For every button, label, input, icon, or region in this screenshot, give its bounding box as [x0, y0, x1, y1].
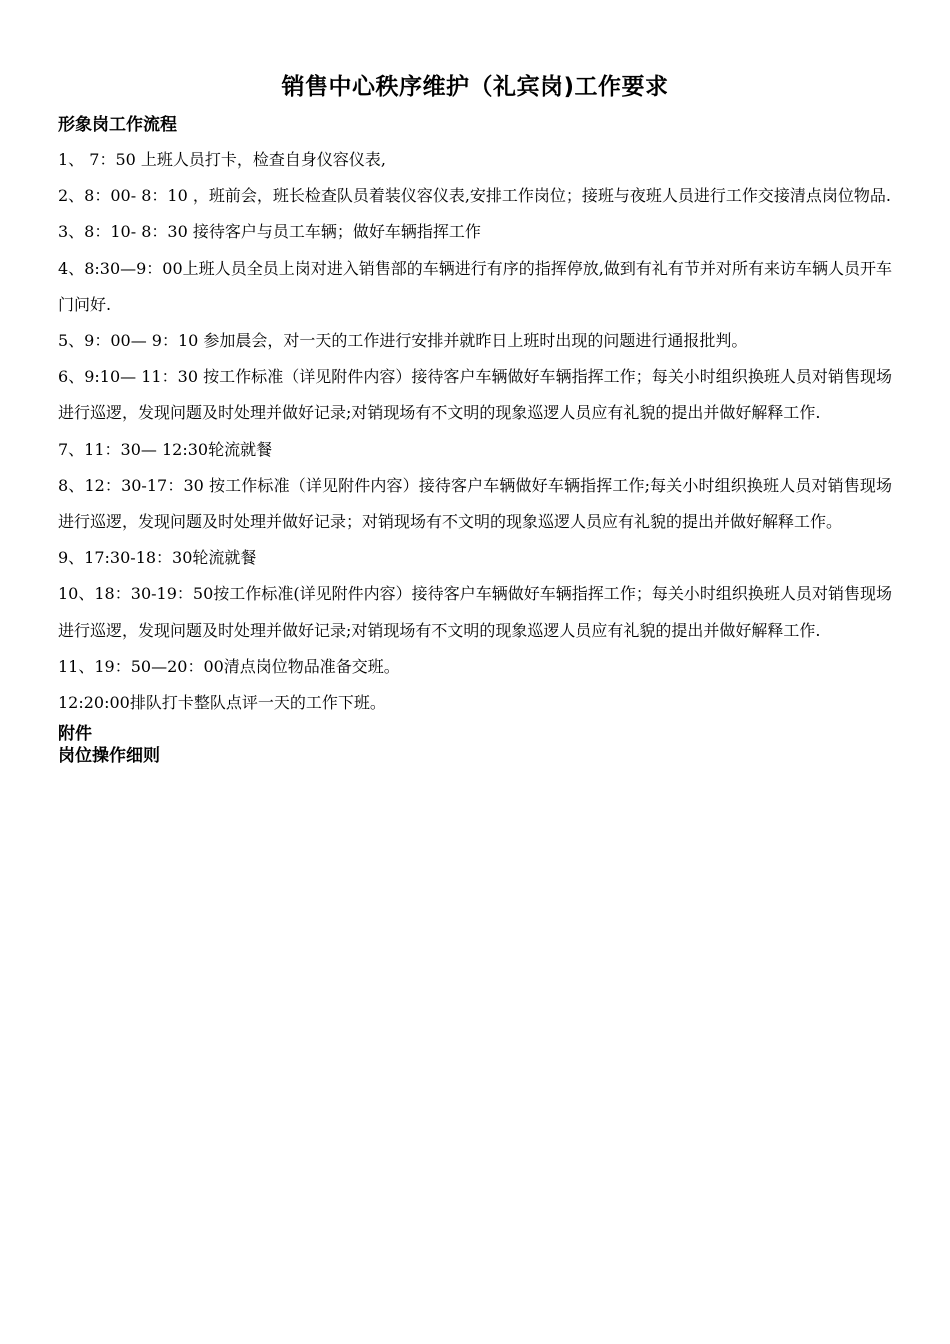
step-list: [58, 142, 892, 721]
step-item: 4、8:30—9：00上班人员全员上岗对进入销售部的车辆进行有序的指挥停放,做到有礼有节并对所有来访车辆人员开车门问好.: [58, 258, 892, 314]
step-item: 5、9：00— 9：10 参加晨会，对一天的工作进行安排并就昨日上班时出现的问题进行通报批判。: [58, 331, 748, 351]
appendix-label: 附件: [58, 724, 92, 745]
step-item: 1、 7：50 上班人员打卡，检查自身仪容仪表,: [58, 150, 386, 169]
step-item: 12:20:00排队打卡整队点评一天的工作下班。: [58, 693, 386, 713]
step-item: 6、9:10— 11：30 按工作标准（详见附件内容）接待客户车辆做好车辆指挥工作；每关小时组织换班人员对销售现场进行巡逻，发现问题及时处理并做好记录;对销现场有不文明的现象巡逻人员应有礼貌的提出并做好解释工作.: [58, 367, 892, 423]
step-item: 7、11：30— 12:30轮流就餐: [58, 439, 273, 459]
step-item: 8、12：30-17：30 按工作标准（详见附件内容）接待客户车辆做好车辆指挥工作;每关小时组织换班人员对销售现场进行巡逻，发现问题及时处理并做好记录；对销现场有不文明的现象巡逻人员应有礼貌的提出并做好解释工作。: [58, 475, 892, 532]
step-item: 11、19：50—20：00清点岗位物品准备交班。: [58, 656, 400, 676]
document-title: 销售中心秩序维护（礼宾岗)工作要求: [281, 74, 669, 100]
step-item: 2、8：00- 8：10 ，班前会，班长检查队员着装仪容仪表,安排工作岗位；接班与夜班人员进行工作交接清点岗位物品.: [58, 186, 892, 206]
step-item: 3、8：10- 8：30 接待客户与员工车辆；做好车辆指挥工作: [58, 222, 481, 242]
step-item: 9、17:30-18：30轮流就餐: [58, 548, 257, 568]
section-heading: 形象岗工作流程: [58, 115, 177, 135]
appendix-title: 岗位操作细则: [58, 746, 160, 767]
step-item: 10、18：30-19：50按工作标准(详见附件内容）接待客户车辆做好车辆指挥工作；每关小时组织换班人员对销售现场进行巡逻，发现问题及时处理并做好记录;对销现场有不文明的现象巡逻人员应有礼貌的提出并做好解释工作.: [58, 584, 892, 640]
